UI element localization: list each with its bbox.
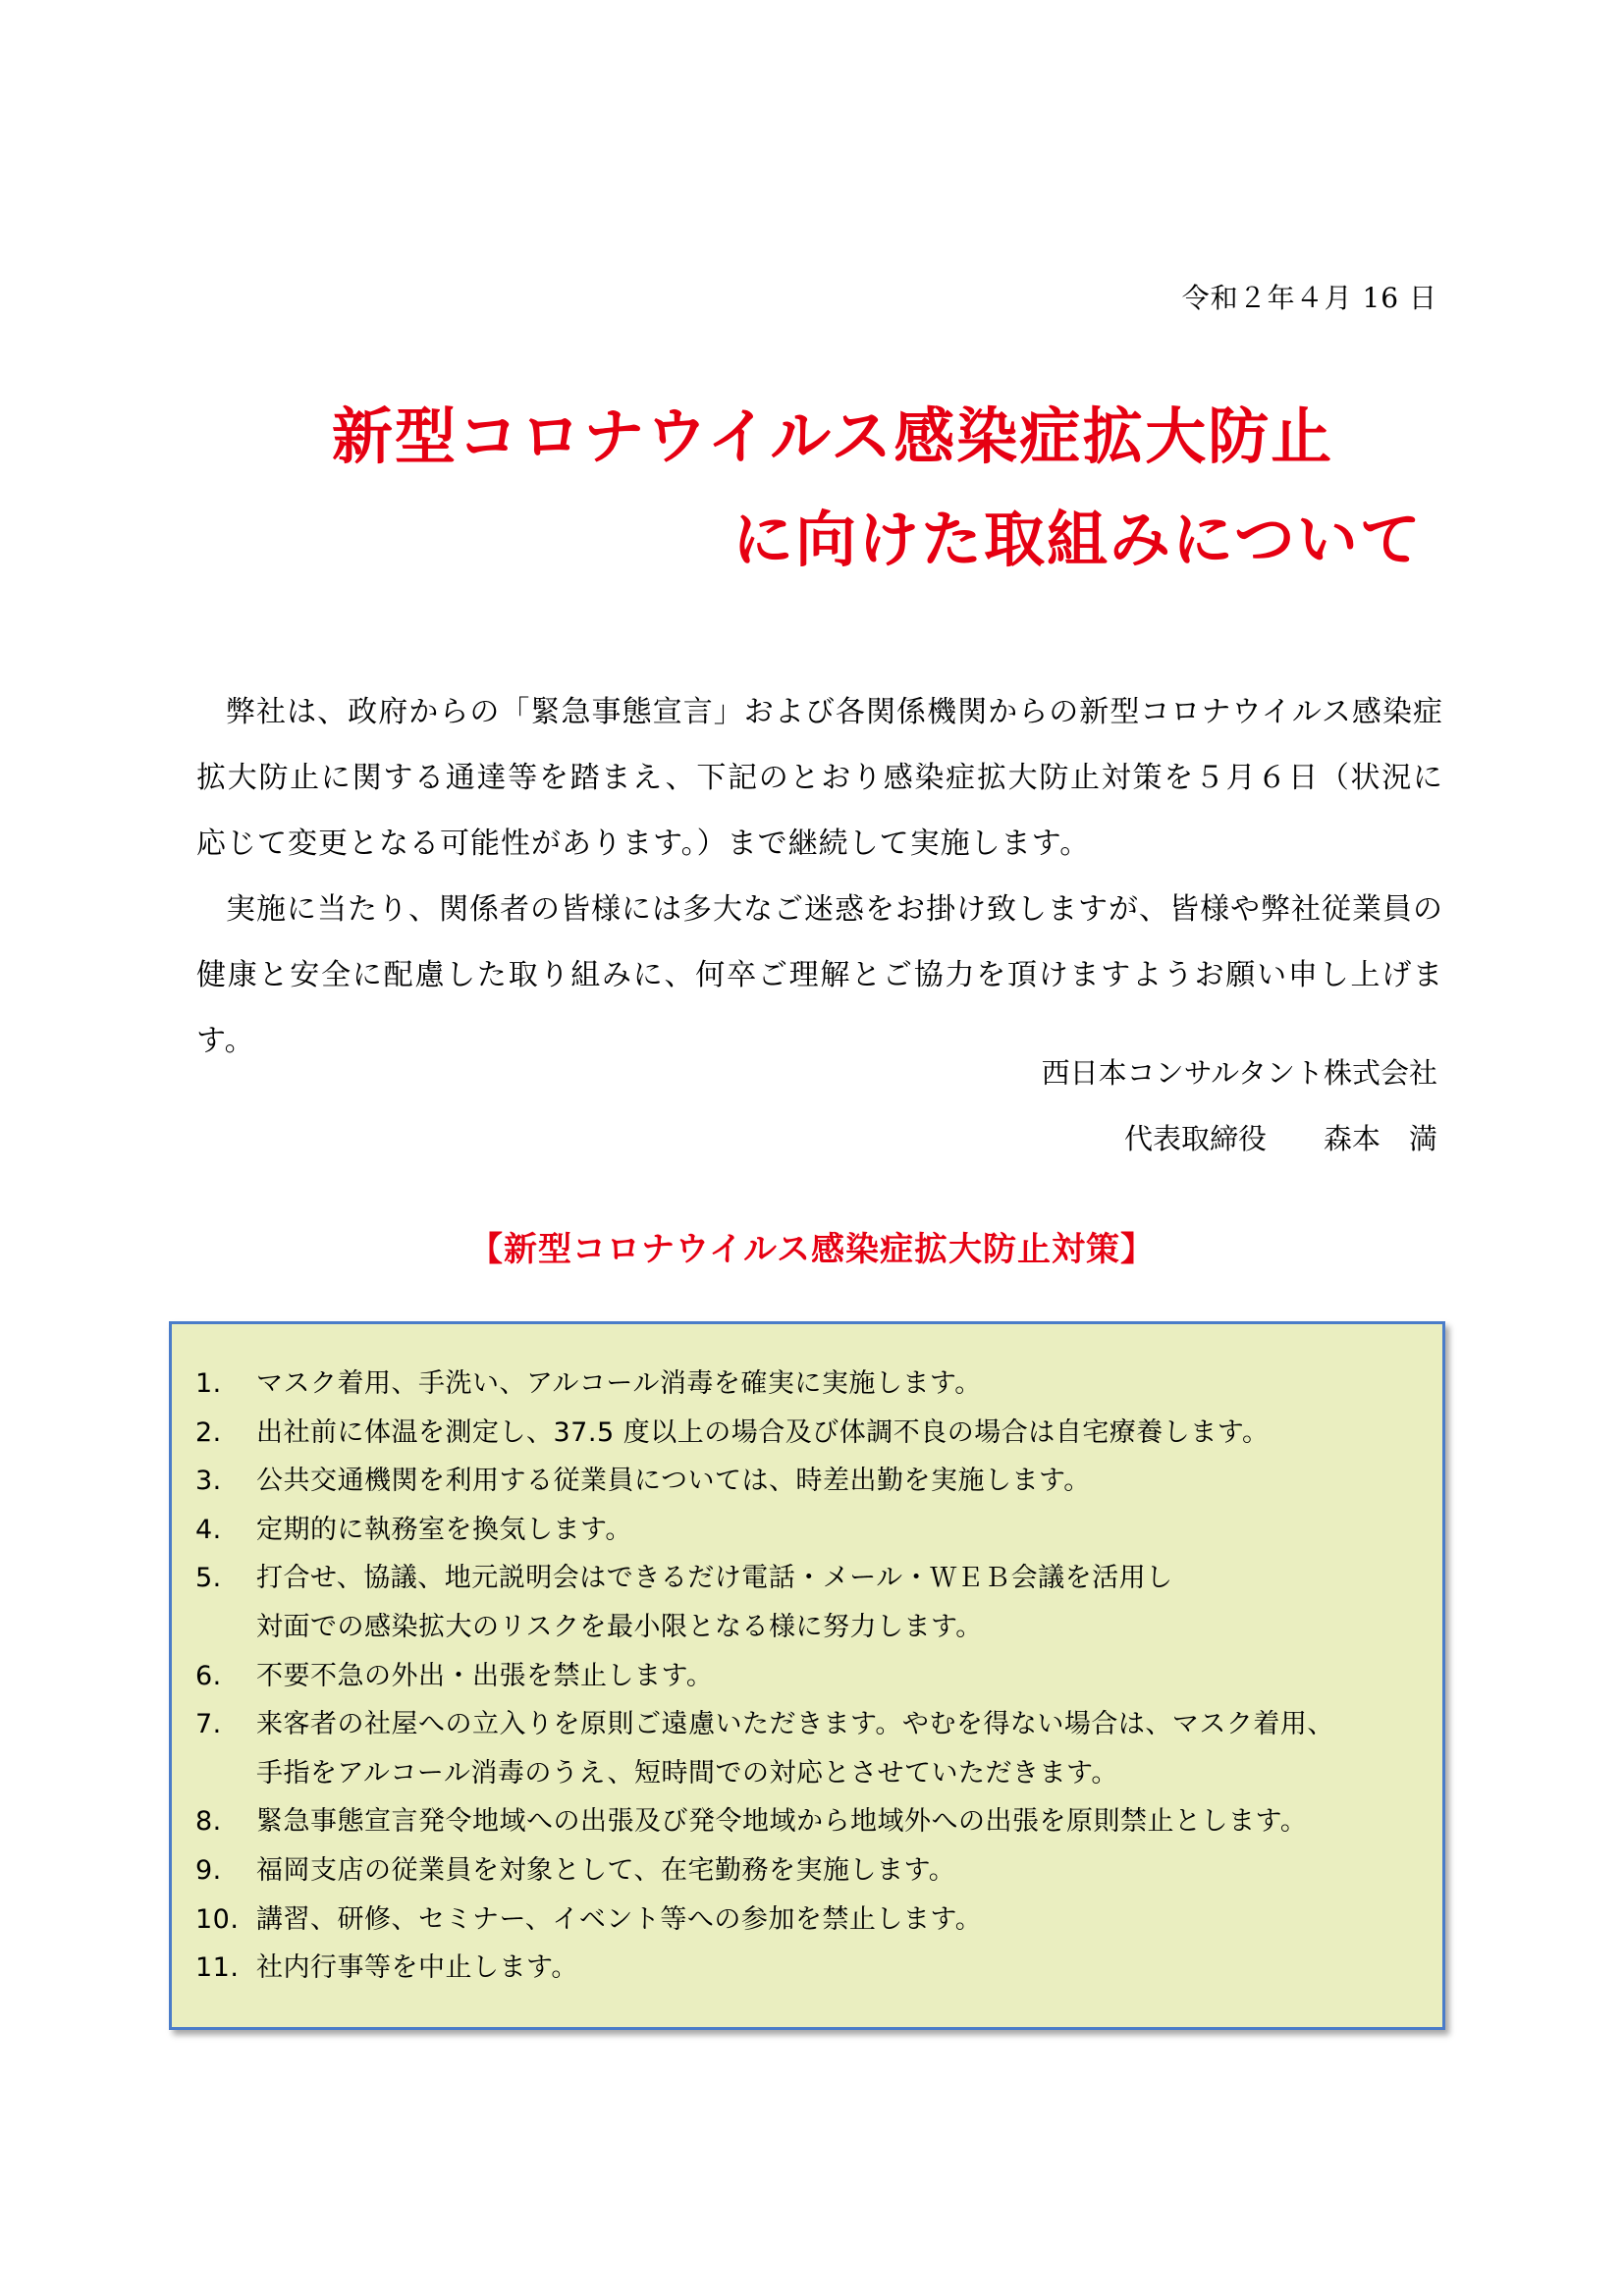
list-item-number: 4. (195, 1514, 222, 1545)
list-item-line: 不要不急の外出・出張を禁止します。 (256, 1660, 714, 1691)
document-title-line-2: に向けた取組みについて (732, 504, 1423, 575)
list-item-number: 8. (195, 1806, 222, 1838)
list-item (195, 1554, 1442, 1651)
list-item-line: 出社前に体温を測定し、37.5 度以上の場合及び体調不良の場合は自宅療養します。 (256, 1416, 1270, 1448)
list-item-text (256, 1554, 1442, 1651)
list-item-text (256, 1846, 1442, 1896)
document-title-line-1: 新型コロナウイルス感染症拡大防止 (332, 400, 1334, 472)
list-item (195, 1797, 1442, 1846)
measures-list (195, 1360, 1442, 1993)
measures-heading: 【新型コロナウイルス感染症拡大防止対策】 (469, 1230, 1155, 1269)
list-item (195, 1506, 1442, 1555)
list-item-number: 1. (195, 1368, 222, 1399)
list-item-line: 手指をアルコール消毒のうえ、短時間での対応とさせていただきます。 (256, 1757, 1118, 1789)
list-item-line: 対面での感染拡大のリスクを最小限となる様に努力します。 (256, 1611, 983, 1642)
list-item-number: 5. (195, 1563, 222, 1594)
body-text (196, 679, 1443, 1074)
body-paragraph-2: 実施に当たり、関係者の皆様には多大なご迷惑をお掛け致しますが、皆様や弊社従業員の健康と安全に配慮した取り組みに、何卒ご理解とご協力を頂けますようお願い申し上げます。 (196, 892, 1443, 1058)
list-item-text (256, 1360, 1442, 1409)
list-item-line: 講習、研修、セミナー、イベント等への参加を禁止します。 (256, 1903, 983, 1935)
representative-line (1042, 1106, 1437, 1172)
list-item (195, 1896, 1442, 1945)
list-item-line: 社内行事等を中止します。 (256, 1952, 578, 1984)
list-item-text (256, 1797, 1442, 1846)
list-item (195, 1360, 1442, 1409)
list-item-number: 6. (195, 1660, 222, 1691)
list-item-number: 3. (195, 1466, 222, 1497)
list-item-text (256, 1944, 1442, 1993)
list-item-line: 福岡支店の従業員を対象として、在宅勤務を実施します。 (256, 1854, 956, 1886)
list-item-number: 10. (195, 1903, 240, 1935)
list-item-text (256, 1409, 1442, 1458)
body-paragraph-1: 弊社は、政府からの「緊急事態宣言」および各関係機関からの新型コロナウイルス感染症拡大防止に関する通達等を踏まえ、下記のとおり感染症拡大防止対策を５月６日（状況に応じて変更となる可能性があります。）まで継続して実施します。 (196, 695, 1443, 861)
list-item-line: 緊急事態宣言発令地域への出張及び発令地域から地域外への出張を原則禁止とします。 (256, 1806, 1308, 1838)
list-item (195, 1944, 1442, 1993)
list-item-number: 9. (195, 1854, 222, 1886)
list-item (195, 1846, 1442, 1896)
list-item-number: 11. (195, 1952, 240, 1984)
list-item-line: 公共交通機関を利用する従業員については、時差出勤を実施します。 (256, 1466, 1091, 1497)
list-item-line: 定期的に執務室を換気します。 (256, 1514, 632, 1545)
list-item-line: 打合せ、協議、地元説明会はできるだけ電話・メール・ＷＥＢ会議を活用し (256, 1563, 1173, 1594)
list-item-text (256, 1700, 1442, 1797)
list-item-number: 7. (195, 1709, 222, 1740)
company-name: 西日本コンサルタント株式会社 (1041, 1056, 1437, 1090)
list-item (195, 1457, 1442, 1506)
list-item (195, 1652, 1442, 1701)
list-item-text (256, 1506, 1442, 1555)
list-item (195, 1700, 1442, 1797)
list-item-text (256, 1457, 1442, 1506)
list-item-line: マスク着用、手洗い、アルコール消毒を確実に実施します。 (256, 1368, 982, 1399)
list-item-line: 来客者の社屋への立入りを原則ご遠慮いただきます。やむを得ない場合は、マスク着用、 (256, 1709, 1334, 1740)
representative-role: 代表取締役 (1123, 1122, 1267, 1155)
list-item (195, 1409, 1442, 1458)
measures-box (169, 1321, 1445, 2030)
signature-block (1042, 1041, 1437, 1172)
representative-name: 森本 満 (1323, 1122, 1437, 1155)
document-date: 令和２年４月 16 日 (1181, 282, 1437, 314)
list-item-text (256, 1896, 1442, 1945)
list-item-number: 2. (195, 1416, 222, 1448)
list-item-text (256, 1652, 1442, 1701)
